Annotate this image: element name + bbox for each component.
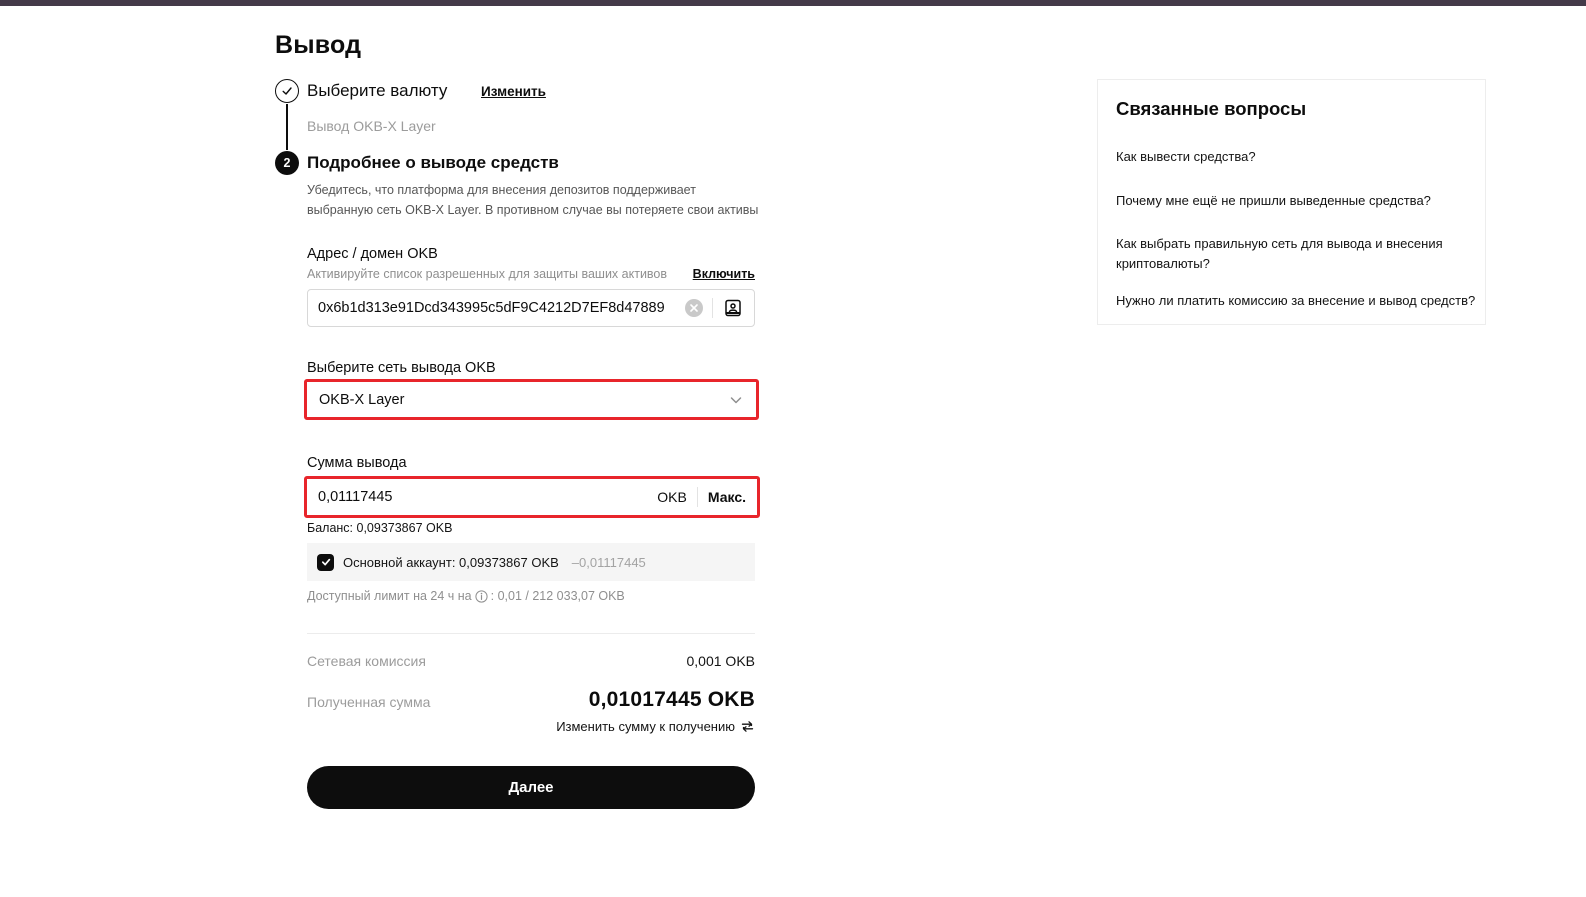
step2-label: Подробнее о выводе средств (307, 153, 559, 172)
amount-input[interactable] (318, 489, 647, 505)
network-select[interactable] (304, 379, 759, 420)
clear-address-button[interactable] (685, 299, 703, 317)
amount-input-container (304, 476, 760, 518)
address-book-button[interactable] (722, 297, 744, 319)
network-selected-value: OKB-X Layer (319, 391, 405, 408)
address-label: Адрес / домен OKB (307, 246, 438, 262)
address-book-icon (723, 298, 743, 318)
section-divider (307, 633, 755, 634)
daily-limit-row (307, 589, 625, 603)
step1-label: Выберите валюту (307, 81, 448, 100)
address-input-container (307, 289, 755, 327)
change-currency-link[interactable]: Изменить (481, 84, 546, 99)
network-label: Выберите сеть вывода OKB (307, 360, 496, 376)
faq-question-2[interactable]: Почему мне ещё не пришли выведенные средства? (1116, 193, 1431, 208)
funding-account-panel (307, 543, 755, 581)
limit-value: : 0,01 / 212 033,07 OKB (490, 589, 625, 603)
amount-divider (697, 487, 698, 507)
check-icon (281, 85, 293, 97)
step1-subtitle: Вывод OKB-X Layer (307, 118, 436, 134)
amount-currency: OKB (657, 489, 687, 505)
received-value: 0,01017445 OKB (588, 688, 755, 711)
step2-number: 2 (283, 156, 291, 170)
faq-question-4[interactable]: Нужно ли платить комиссию за внесение и вывод средств? (1116, 293, 1476, 308)
step2-number-icon (275, 151, 299, 175)
funding-account-checkbox[interactable] (317, 554, 334, 571)
step2-description: Убедитесь, что платформа для внесения депозитов поддерживает выбранную сеть OKB-X Layer. В противном случае вы потеряете свои активы (307, 183, 759, 217)
limit-prefix: Доступный лимит на 24 ч на (307, 589, 472, 603)
address-input[interactable] (318, 300, 676, 316)
funding-account-delta: –0,01117445 (571, 554, 646, 570)
check-icon (321, 557, 331, 567)
enable-allowlist-link[interactable]: Включить (692, 267, 755, 281)
funding-account-label: Основной аккаунт: 0,09373867 OKB (343, 554, 559, 570)
received-amount-row (307, 688, 755, 712)
allowlist-helper-text: Активируйте список разрешенных для защиты ваших активов (307, 267, 668, 281)
faq-question-3[interactable]: Как выбрать правильную сеть для вывода и внесения криптовалюты? (1116, 236, 1443, 272)
received-label: Полученная сумма (307, 694, 431, 710)
next-button-label: Далее (508, 779, 554, 796)
edit-received-amount-link[interactable] (307, 719, 755, 734)
info-icon[interactable] (475, 590, 488, 603)
faq-title: Связанные вопросы (1116, 98, 1307, 119)
related-questions-card (1097, 79, 1486, 325)
network-fee-row (307, 653, 755, 669)
edit-received-label: Изменить сумму к получению (556, 719, 735, 734)
amount-label: Сумма вывода (307, 455, 407, 471)
input-divider (712, 298, 713, 318)
next-button[interactable] (307, 766, 755, 809)
fee-label: Сетевая комиссия (307, 653, 426, 669)
address-helper-row (307, 267, 755, 281)
faq-question-1[interactable]: Как вывести средства? (1116, 149, 1256, 164)
balance-text: Баланс: 0,09373867 OKB (307, 521, 453, 535)
close-icon (690, 304, 698, 312)
fee-value: 0,001 OKB (686, 653, 755, 669)
page-title: Вывод (275, 31, 362, 59)
max-button[interactable]: Макс. (707, 489, 746, 505)
swap-icon (740, 719, 755, 734)
chevron-down-icon (728, 392, 744, 408)
top-accent-bar (0, 0, 1586, 6)
stepper-connector (286, 104, 288, 150)
step1-complete-icon (275, 79, 299, 103)
